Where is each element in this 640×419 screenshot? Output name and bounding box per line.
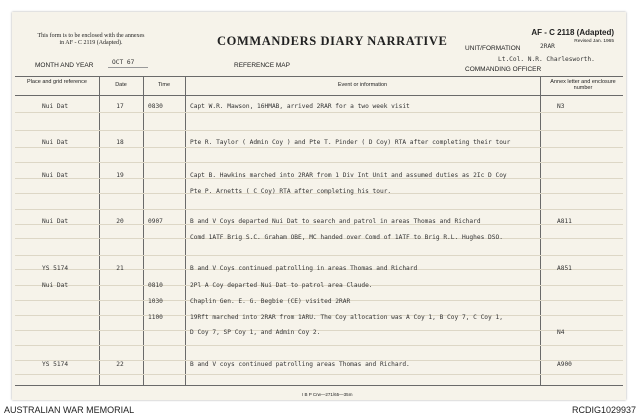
entry-date: 18 — [116, 139, 124, 146]
month-year-label: MONTH AND YEAR — [35, 62, 94, 69]
archive-reference: RCDIG1029937 — [571, 405, 636, 415]
entry-annex: A900 — [557, 361, 572, 368]
entry-annex: N3 — [557, 103, 565, 110]
entry-annex: A851 — [557, 265, 572, 272]
reference-map-label: REFERENCE MAP — [234, 62, 290, 69]
ruled-line — [15, 112, 623, 113]
printer-line: I B P Crw—271/65—35m — [302, 392, 353, 397]
enclosure-notice: This form is to be enclosed with the annexes in AF - C 2119 (Adapted). — [37, 33, 145, 46]
entry-time: 0830 — [148, 103, 163, 110]
unit-value: 2RAR — [540, 43, 555, 50]
entry-place: YS 5174 — [42, 361, 69, 368]
entry-place: Nui Dat — [42, 282, 69, 289]
archive-name: AUSTRALIAN WAR MEMORIAL — [4, 405, 135, 415]
entry-date: 20 — [116, 218, 124, 225]
entry-event: B and V Coys continued patrolling in areas Thomas and Richard — [190, 265, 418, 272]
entry-event: 19Rft marched into 2RAR from 1ARU. The Coy allocation was A Coy 1, B Coy 7, C Coy 1, — [190, 314, 503, 321]
entry-place: Nui Dat — [42, 139, 69, 146]
page-title: COMMANDERS DIARY NARRATIVE — [217, 34, 448, 48]
revised-date: Revised Jan. 1965 — [574, 39, 614, 44]
co-value: Lt.Col. N.R. Charlesworth. — [498, 56, 595, 63]
diary-sheet — [12, 12, 626, 400]
ruled-line — [15, 255, 623, 256]
col-header-place: Place and grid reference — [27, 79, 87, 85]
entry-time: 0907 — [148, 218, 163, 225]
ruled-line — [15, 345, 623, 346]
co-label: COMMANDING OFFICER — [465, 66, 542, 73]
col-header-time: Time — [157, 82, 171, 88]
entry-date: 19 — [116, 172, 124, 179]
ruled-line — [15, 147, 623, 148]
entry-event: Capt B. Hawkins marched into 2RAR from 1 Div Int Unit and assumed duties as 2Ic D Coy — [190, 172, 507, 179]
col-header-annex: Annex letter and enclosure number — [550, 79, 616, 91]
entry-place: Nui Dat — [42, 172, 69, 179]
col-header-events: Event or information — [337, 82, 388, 88]
entry-date: 21 — [116, 265, 124, 272]
entry-event: Pte R. Taylor ( Admin Coy ) and Pte T. Pinder ( D Coy) RTA after completing their tour — [190, 139, 511, 146]
ruled-line — [15, 209, 623, 210]
ruled-line — [15, 374, 623, 375]
col-header-date: Date — [115, 82, 127, 88]
entry-annex: N4 — [557, 329, 565, 336]
ruled-line — [15, 162, 623, 163]
entry-event: B and V coys continued patrolling areas Thomas and Richard. — [190, 361, 410, 368]
entry-place: Nui Dat — [42, 103, 69, 110]
unit-label: UNIT/FORMATION — [465, 45, 521, 52]
month-year-value: OCT 67 — [112, 59, 135, 66]
entry-time: 0810 — [148, 282, 163, 289]
entry-event: Chaplin Gen. E. G. Begbie (CE) visited 2RAR — [190, 298, 351, 305]
entry-annex: A811 — [557, 218, 572, 225]
entry-event: D Coy 7, SP Coy 1, and Admin Coy 2. — [190, 329, 321, 336]
entry-event: 2Pl A Coy departed Nui Dat to patrol area Claude. — [190, 282, 373, 289]
entry-event: B and V Coys departed Nui Dat to search and patrol in areas Thomas and Richard — [190, 218, 481, 225]
entry-time: 1030 — [148, 298, 163, 305]
entry-time: 1100 — [148, 314, 163, 321]
entry-event: Pte P. Arnetts ( C Coy) RTA after completing his tour. — [190, 188, 392, 195]
archive-footer — [0, 402, 640, 419]
entry-place: Nui Dat — [42, 218, 69, 225]
entry-event: Comd 1ATF Brig S.C. Graham OBE, MC handed over Comd of 1ATF to Brig R.L. Hughes DSO. — [190, 234, 503, 241]
entry-place: YS 5174 — [42, 265, 69, 272]
form-number: AF - C 2118 (Adapted) — [531, 28, 614, 37]
entry-event: Capt W.R. Mawson, 16HMAB, arrived 2RAR for a two week visit — [190, 103, 410, 110]
entry-date: 22 — [116, 361, 124, 368]
entry-date: 17 — [116, 103, 124, 110]
ruled-line — [15, 130, 623, 131]
